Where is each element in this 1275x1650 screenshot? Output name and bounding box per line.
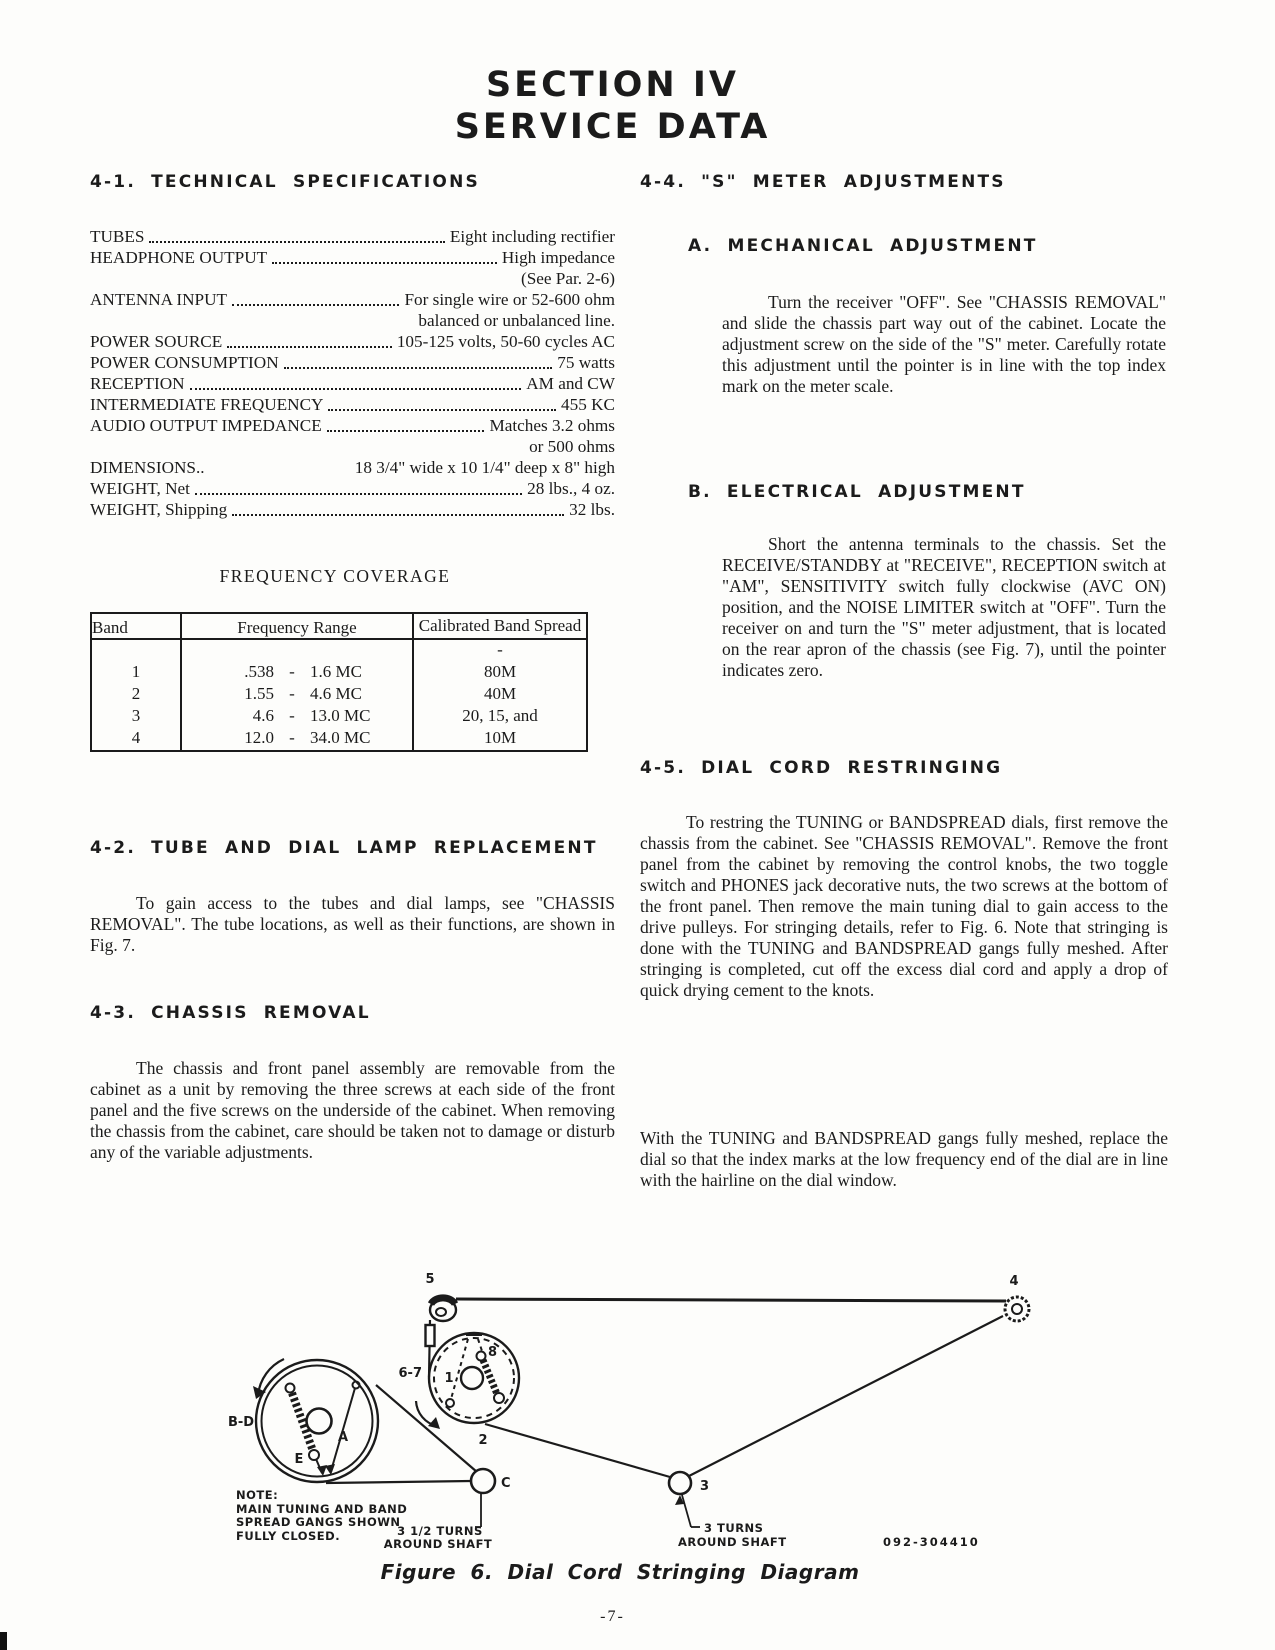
spec-label: WEIGHT, Shipping [90,500,228,519]
label-pulley-5: 5 [425,1272,435,1287]
diagram-note-line2: MAIN TUNING AND BAND [236,1502,408,1516]
column-header-band: Band [91,613,181,639]
label-turns-right-line1: 3 TURNS [704,1521,764,1535]
spec-continuation: (See Par. 2-6) [520,269,615,288]
spec-row [90,373,615,394]
spread-cell-wrap: 10M [483,728,517,747]
spec-row [90,457,615,478]
section-title-line2: SERVICE DATA [454,107,771,147]
dial-cord-top [456,1299,1006,1301]
figure-6-diagram [200,1225,1090,1573]
bandspread-drum-hub [461,1367,483,1389]
tension-spring-right [483,1360,497,1394]
dial-cord-drum-bottom [326,1481,471,1483]
column-header-band-spread: Calibrated Band Spread [413,613,587,639]
heading-4-5: 4-5. DIAL CORD RESTRINGING [640,758,1003,778]
label-turns-left-line1: 3 1/2 TURNS [397,1524,483,1538]
spec-label: RECEPTION [90,374,185,393]
frequency-coverage-table [90,612,588,752]
range-cell: 1.55 - 4.6 MC [244,684,362,703]
bandspread-drum-outer [429,1333,519,1423]
band-cell: 3 [131,706,141,725]
table-header-row [91,613,587,639]
diagram-note-line3: SPREAD GANGS SHOWN [236,1515,401,1529]
label-point-2: 2 [478,1433,488,1448]
leader-pulley-3 [682,1495,691,1527]
spec-value: 32 lbs. [569,500,615,519]
label-turns-left-line2: AROUND SHAFT [383,1537,493,1551]
label-point-1: 1 [444,1371,454,1386]
dotted-leader [272,262,497,264]
section-title-line1: SECTION IV [485,65,740,105]
spring-hook-top [286,1384,295,1393]
pulley-4 [1005,1297,1029,1321]
label-b-d: B-D [228,1415,255,1430]
spec-label: POWER SOURCE [90,332,223,351]
spec-row [90,289,615,310]
diagram-note-line1: NOTE: [236,1488,279,1502]
dotted-leader [232,514,564,516]
scan-artifact [0,1632,7,1650]
heading-4-4-a: A. MECHANICAL ADJUSTMENT [688,236,1038,256]
heading-4-4-b: B. ELECTRICAL ADJUSTMENT [688,482,1026,502]
spec-row [90,226,615,247]
band-numbers [91,639,181,751]
spread-cell: 20, 15, and [462,706,538,725]
heading-4-1: 4-1. TECHNICAL SPECIFICATIONS [90,172,480,192]
spec-label: INTERMEDIATE FREQUENCY [90,395,324,414]
label-point-a: A [337,1430,349,1445]
spec-row [90,415,615,436]
label-point-8: 8 [488,1345,498,1360]
spec-label: POWER CONSUMPTION [90,353,279,372]
label-shaft-6-7: 6-7 [398,1366,422,1381]
heading-4-4: 4-4. "S" METER ADJUSTMENTS [640,172,1006,192]
spec-value: 105-125 volts, 50-60 cycles AC [396,332,615,351]
spec-label: WEIGHT, Net [90,479,190,498]
label-pulley-3: 3 [700,1479,710,1494]
spec-row [90,247,615,268]
label-point-e: E [294,1452,304,1467]
paragraph-4-5-alignment: With the TUNING and BANDSPREAD gangs fully meshed, replace the dial so that the index marks at the low frequency end of the dial are in line with the hairline on the dial window. [640,1128,1168,1190]
dotted-leader [232,304,399,306]
cord-tension-link [426,1325,435,1346]
band-spread-values [413,639,587,751]
page-number: -7- [600,1608,625,1625]
dotted-leader [227,346,392,348]
dotted-leader [328,409,556,411]
main-tuning-drum-hub [307,1409,332,1434]
frequency-coverage-title: FREQUENCY COVERAGE [219,566,451,586]
spec-continuation: or 500 ohms [529,437,615,456]
spread-cell: 80M [483,662,517,681]
dotted-leader [284,367,553,369]
paragraph-4-3: The chassis and front panel assembly are removable from the cabinet as a unit by removing the three screws at each side of the front panel and the five screws on the underside of the cabinet. When removing the chassis from the cabinet, care should be taken not to damage or disturb any of the variable adjustments. [90,1058,615,1162]
spec-label: TUBES [90,227,145,246]
spec-row [90,352,615,373]
band-cell: 4 [131,728,141,747]
paragraph-4-2: To gain access to the tubes and dial lamps, see "CHASSIS REMOVAL". The tube locations, as well as their functions, are shown in Fig. 7. [90,893,615,955]
spec-label: DIMENSIONS.. [90,458,205,477]
spec-value: High impedance [501,248,615,267]
spec-value: 28 lbs., 4 oz. [527,479,615,498]
heading-4-3: 4-3. CHASSIS REMOVAL [90,1003,371,1023]
section-title [0,64,1225,148]
dotted-leader [327,430,485,432]
spec-row [90,394,615,415]
spec-row [90,331,615,352]
spec-row [90,478,615,499]
spec-value: 75 watts [557,353,615,372]
label-pulley-4: 4 [1009,1274,1019,1289]
dotted-leader [190,388,522,390]
paragraph-4-4-b: Short the antenna terminals to the chassis. Set the RECEIVE/STANDBY at "RECEIVE", RECEPTION switch at "AM", SENSITIVITY switch fully clockwise (AVC ON) position, and the NOISE LIMITER switch at "OFF". Turn the receiver on and turn the "S" meter adjustment, that is located on the rear apron of the chassis (see Fig. 7), until the pointer indicates zero. [722,534,1166,680]
spec-value: 455 KC [561,395,615,414]
heading-4-2: 4-2. TUBE AND DIAL LAMP REPLACEMENT [90,838,598,858]
spring-hook-top-2 [477,1352,486,1361]
paragraph-4-4-a: Turn the receiver "OFF". See "CHASSIS REMOVAL" and slide the chassis part way out of the cabinet. Locate the adjustment screw on the side of the "S" meter. Carefully rotate this adjustment until the pointer is in line with the top index mark on the meter scale. [722,292,1166,396]
paragraph-4-5: To restring the TUNING or BANDSPREAD dials, first remove the chassis from the cabinet. See "CHASSIS REMOVAL". Remove the front panel from the cabinet by removing the control knobs, the two toggle switch and PHONES jack decorative nuts, the two screws at the bottom of the front panel. Then remove the main tuning dial to gain access to the drive pulleys. For stringing details, refer to Fig. 6. Note that stringing is done with the TUNING and BANDSPREAD gangs fully meshed. After stringing is completed, cut off the excess dial cord and apply a drop of quick drying cement to the knots. [640,812,1168,1000]
dial-cord-pulley3-to-pulley4 [689,1316,1003,1476]
dotted-leader [195,493,522,495]
spec-label: ANTENNA INPUT [90,290,228,309]
spec-row [90,499,615,520]
dial-cord-drum-to-pulley-c [376,1385,477,1472]
spec-value: Matches 3.2 ohms [489,416,615,435]
range-cell: .538 - 1.6 MC [244,662,362,681]
spring-hook-bottom [309,1450,319,1460]
dotted-leader [149,241,444,243]
band-cell: 2 [131,684,141,703]
band-cell: 1 [131,662,141,681]
technical-specs-list [90,226,615,520]
label-pulley-c: C [501,1476,511,1491]
spec-value: For single wire or 52-600 ohm [404,290,615,309]
column-header-frequency-range: Frequency Range [181,613,413,639]
spring-hook-bottom-2 [494,1393,504,1403]
table-body-row [91,639,587,751]
frequency-ranges [181,639,413,751]
figure-part-number: 092-304410 [883,1535,980,1549]
spec-continuation: balanced or unbalanced line. [418,311,615,330]
diagram-note-line4: FULLY CLOSED. [236,1529,341,1543]
label-turns-right-line2: AROUND SHAFT [678,1535,787,1549]
spread-cell: - [497,640,503,659]
spec-label: HEADPHONE OUTPUT [90,248,268,267]
pulley-4-hub [1012,1304,1022,1314]
spec-value: Eight including rectifier [449,227,615,246]
cord-end-loop [446,1399,454,1407]
range-cell: 4.6 - 13.0 MC [252,706,371,725]
spread-cell: 40M [483,684,517,703]
spec-value: AM and CW [526,374,615,393]
pulley-3 [669,1472,691,1494]
range-cell: 12.0 - 34.0 MC [244,728,371,747]
tension-spring-left [292,1393,313,1451]
figure-6-caption: Figure 6. Dial Cord Stringing Diagram [380,1560,860,1584]
pulley-c [471,1469,495,1493]
spec-value: 18 3/4" wide x 10 1/4" deep x 8" high [354,458,615,477]
dial-cord-drum-to-pulley-3 [485,1424,670,1477]
pulley-5-hole [436,1308,446,1316]
spec-label: AUDIO OUTPUT IMPEDANCE [90,416,322,435]
